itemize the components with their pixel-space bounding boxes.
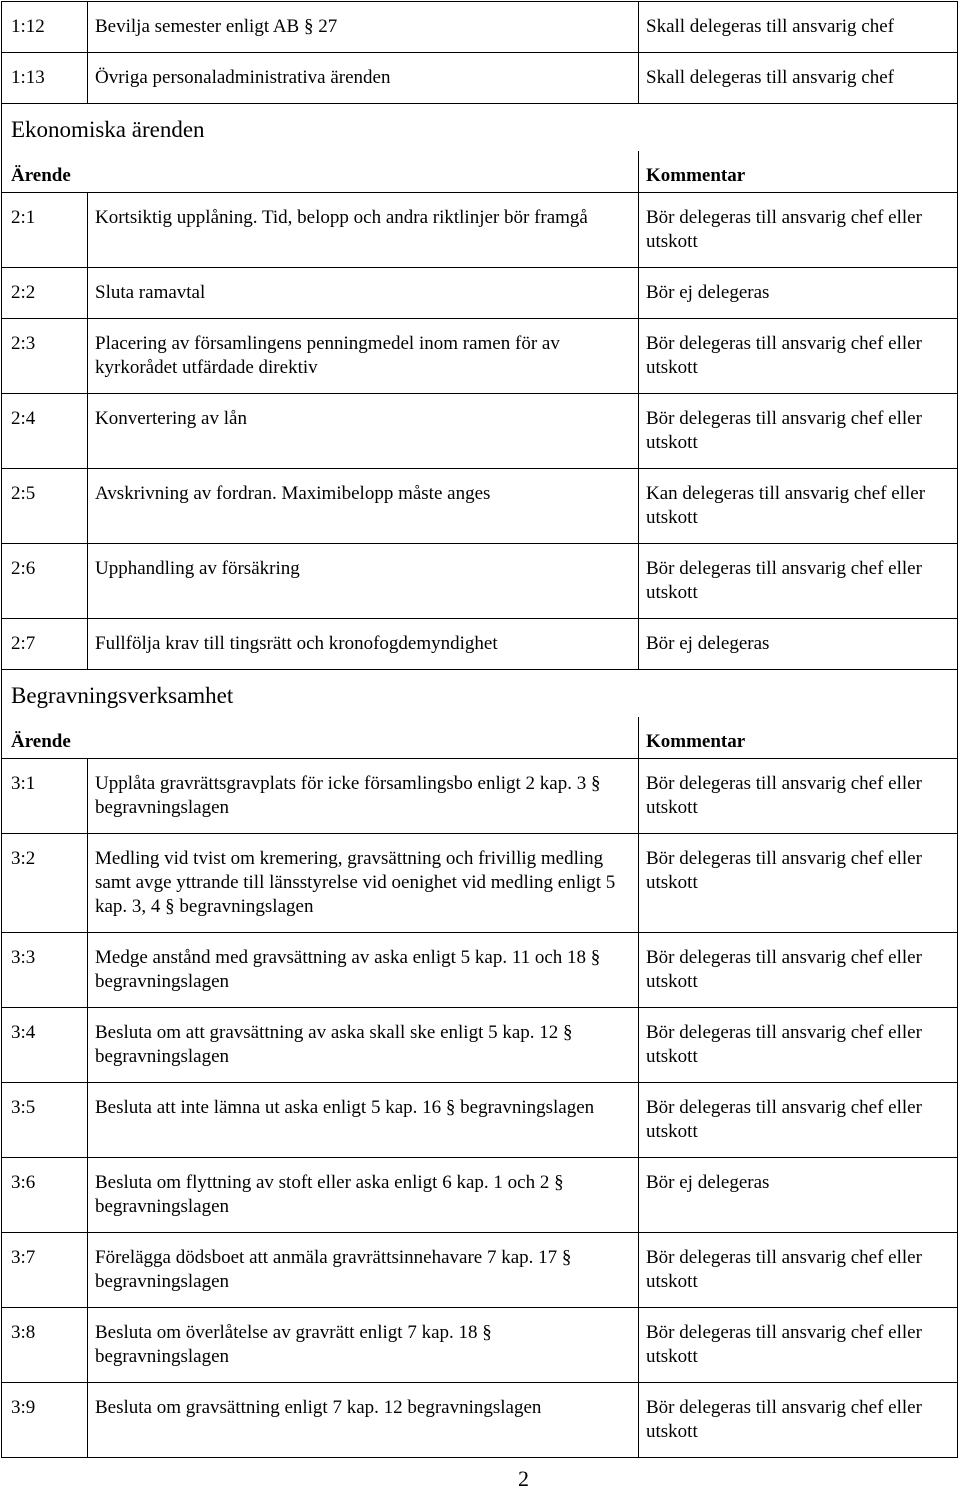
row-arende: Fullfölja krav till tingsrätt och kronofogdemyndighet	[88, 619, 639, 670]
row-number: 3:7	[2, 1233, 88, 1308]
row-arende: Medge anstånd med gravsättning av aska enligt 5 kap. 11 och 18 § begravningslagen	[88, 933, 639, 1008]
column-header-arende: Ärende	[2, 151, 639, 193]
row-number: 2:2	[2, 268, 88, 319]
row-number: 3:6	[2, 1158, 88, 1233]
column-header-row	[2, 717, 958, 759]
row-number: 1:12	[2, 2, 88, 53]
row-arende: Sluta ramavtal	[88, 268, 639, 319]
row-kommentar: Bör delegeras till ansvarig chef eller utskott	[639, 394, 958, 469]
table-row	[2, 619, 958, 670]
row-kommentar: Bör delegeras till ansvarig chef eller utskott	[639, 834, 958, 933]
row-number: 2:6	[2, 544, 88, 619]
row-number: 3:2	[2, 834, 88, 933]
row-arende: Upplåta gravrättsgravplats för icke församlingsbo enligt 2 kap. 3 § begravningslagen	[88, 759, 639, 834]
row-arende: Besluta om att gravsättning av aska skall ske enligt 5 kap. 12 § begravningslagen	[88, 1008, 639, 1083]
row-kommentar: Bör delegeras till ansvarig chef eller utskott	[639, 1008, 958, 1083]
row-number: 2:5	[2, 469, 88, 544]
row-number: 2:3	[2, 319, 88, 394]
row-kommentar: Skall delegeras till ansvarig chef	[639, 53, 958, 104]
row-number: 3:5	[2, 1083, 88, 1158]
table-row	[2, 1083, 958, 1158]
row-arende: Kortsiktig upplåning. Tid, belopp och andra riktlinjer bör framgå	[88, 193, 639, 268]
row-kommentar: Skall delegeras till ansvarig chef	[639, 2, 958, 53]
row-number: 3:4	[2, 1008, 88, 1083]
row-kommentar: Bör delegeras till ansvarig chef eller utskott	[639, 193, 958, 268]
row-arende: Besluta att inte lämna ut aska enligt 5 kap. 16 § begravningslagen	[88, 1083, 639, 1158]
row-kommentar: Bör delegeras till ansvarig chef eller utskott	[639, 1083, 958, 1158]
table-row	[2, 834, 958, 933]
row-kommentar: Bör delegeras till ansvarig chef eller utskott	[639, 319, 958, 394]
row-arende: Besluta om flyttning av stoft eller aska enligt 6 kap. 1 och 2 § begravningslagen	[88, 1158, 639, 1233]
row-kommentar: Bör ej delegeras	[639, 268, 958, 319]
table-row	[2, 1383, 958, 1458]
row-arende: Upphandling av försäkring	[88, 544, 639, 619]
row-arende: Placering av församlingens penningmedel inom ramen för av kyrkorådet utfärdade direktiv	[88, 319, 639, 394]
row-arende: Förelägga dödsboet att anmäla gravrättsinnehavare 7 kap. 17 § begravningslagen	[88, 1233, 639, 1308]
row-number: 3:9	[2, 1383, 88, 1458]
row-number: 3:3	[2, 933, 88, 1008]
row-kommentar: Bör ej delegeras	[639, 619, 958, 670]
table-row	[2, 268, 958, 319]
row-kommentar: Bör delegeras till ansvarig chef eller utskott	[639, 544, 958, 619]
table-row	[2, 1308, 958, 1383]
page-number: 2	[518, 1466, 529, 1491]
row-arende: Medling vid tvist om kremering, gravsättning och frivillig medling samt avge yttrande till länsstyrelse vid oenighet vid medling enligt 5 kap. 3, 4 § begravningslagen	[88, 834, 639, 933]
table-row	[2, 759, 958, 834]
section-title-row	[2, 104, 958, 152]
row-kommentar: Bör ej delegeras	[639, 1158, 958, 1233]
row-kommentar: Bör delegeras till ansvarig chef eller utskott	[639, 933, 958, 1008]
section-title: Ekonomiska ärenden	[2, 104, 958, 152]
row-number: 2:1	[2, 193, 88, 268]
row-arende: Avskrivning av fordran. Maximibelopp måste anges	[88, 469, 639, 544]
table-row	[2, 469, 958, 544]
row-arende: Bevilja semester enligt AB § 27	[88, 2, 639, 53]
row-number: 2:7	[2, 619, 88, 670]
row-kommentar: Bör delegeras till ansvarig chef eller utskott	[639, 1383, 958, 1458]
table-row	[2, 544, 958, 619]
row-number: 3:8	[2, 1308, 88, 1383]
table-row	[2, 2, 958, 53]
delegation-table-body	[2, 2, 958, 1458]
row-kommentar: Bör delegeras till ansvarig chef eller utskott	[639, 759, 958, 834]
table-row	[2, 1008, 958, 1083]
table-row	[2, 1158, 958, 1233]
table-row	[2, 53, 958, 104]
column-header-kommentar: Kommentar	[639, 151, 958, 193]
row-number: 2:4	[2, 394, 88, 469]
table-row	[2, 394, 958, 469]
row-number: 1:13	[2, 53, 88, 104]
column-header-row	[2, 151, 958, 193]
row-arende: Besluta om gravsättning enligt 7 kap. 12 begravningslagen	[88, 1383, 639, 1458]
section-title-row	[2, 670, 958, 718]
table-row	[2, 193, 958, 268]
row-arende: Övriga personaladministrativa ärenden	[88, 53, 639, 104]
row-arende: Besluta om överlåtelse av gravrätt enligt 7 kap. 18 § begravningslagen	[88, 1308, 639, 1383]
delegation-table	[1, 1, 958, 1458]
section-title: Begravningsverksamhet	[2, 670, 958, 718]
column-header-kommentar: Kommentar	[639, 717, 958, 759]
row-arende: Konvertering av lån	[88, 394, 639, 469]
row-number: 3:1	[2, 759, 88, 834]
row-kommentar: Kan delegeras till ansvarig chef eller utskott	[639, 469, 958, 544]
row-kommentar: Bör delegeras till ansvarig chef eller utskott	[639, 1233, 958, 1308]
table-row	[2, 319, 958, 394]
table-row	[2, 1233, 958, 1308]
column-header-arende: Ärende	[2, 717, 639, 759]
row-kommentar: Bör delegeras till ansvarig chef eller utskott	[639, 1308, 958, 1383]
table-row	[2, 933, 958, 1008]
